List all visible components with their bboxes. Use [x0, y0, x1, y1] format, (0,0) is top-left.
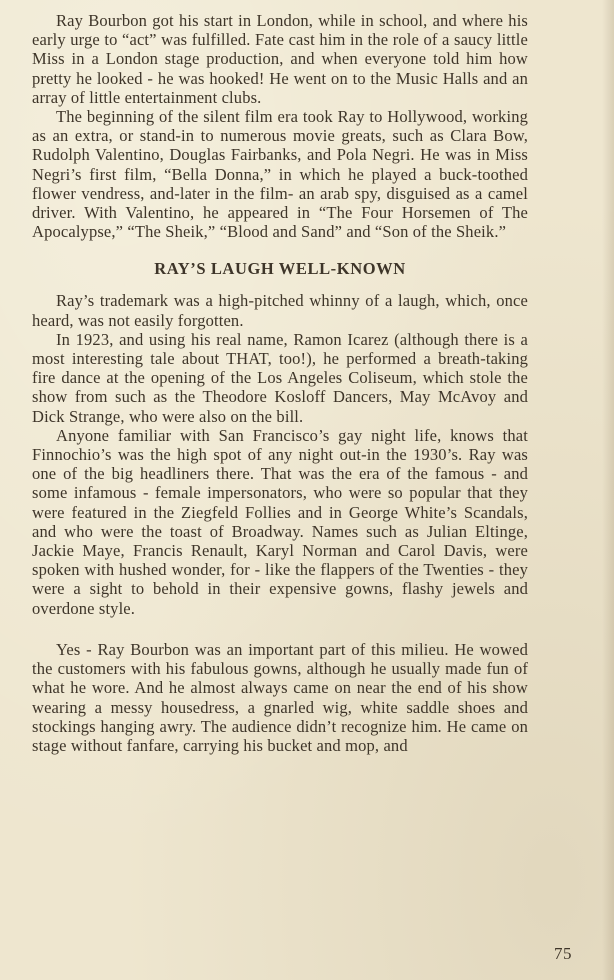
section-heading: RAY’S LAUGH WELL-KNOWN	[154, 259, 406, 279]
page-body	[32, 11, 528, 755]
paragraph-finnochios: Anyone familiar with San Francisco’s gay night life, knows that Finnochio’s was the high spot of any night out-in the 1930’s. Ray was one of the big headliners there. That was the era of the famous - and some infamous - female impersonators, who were so popular that they were featured in the Ziegfeld Follies and in George White’s Scandals, and who were the toast of Broadway. Names such as Julian Eltinge, Jackie Maye, Francis Renault, Karyl Norman and Carol Davis, were spoken with hushed wonder, for - like the flappers of the Twenties - they were a sight to behold in their expensive gowns, flashy jewels and overdone style.	[32, 425, 528, 618]
paragraph-laugh: Ray’s trademark was a high-pitched whinny of a laugh, which, once heard, was not easily forgotten.	[32, 291, 528, 330]
page-number: 75	[554, 944, 572, 963]
paragraph-hollywood: The beginning of the silent film era took Ray to Hollywood, working as an extra, or stand-in to numerous movie greats, such as Clara Bow, Rudolph Valentino, Douglas Fairbanks, and Pola Negri. He was in Miss Negri’s first film, “Bella Donna,” in which he played a buck-toothed flower vendress, and-later in the film- an arab spy, disguised as a camel driver. With Valentino, he appeared in “The Four Horsemen of The Apocalypse,” “The Sheik,” “Blood and Sand” and “Son of the Sheik.”	[32, 107, 528, 242]
page-edge-shadow	[602, 0, 614, 980]
paragraph-milieu: Yes - Ray Bourbon was an important part of this milieu. He wowed the customers with his fabulous gowns, although he usually made fun of what he wore. And he almost always came on near the end of his show wearing a messy housedress, a gnarled wig, white saddle shoes and stockings hanging awry. The audience didn’t recognize him. He came on stage without fanfare, carrying his bucket and mop, and	[32, 639, 528, 755]
paragraph-coliseum: In 1923, and using his real name, Ramon Icarez (although there is a most interesting tale about THAT, too!), he performed a breath-taking fire dance at the opening of the Los Angeles Coliseum, which stole the show from such as the Theodore Kosloff Dancers, May McAvoy and Dick Strange, who were also on the bill.	[32, 329, 528, 426]
paragraph-london: Ray Bourbon got his start in London, while in school, and where his early urge to “act” was fulfilled. Fate cast him in the role of a saucy little Miss in a London stage production, and when everyone told him how pretty he looked - he was hooked! He went on to the Music Halls and an array of little entertainment clubs.	[32, 11, 528, 107]
